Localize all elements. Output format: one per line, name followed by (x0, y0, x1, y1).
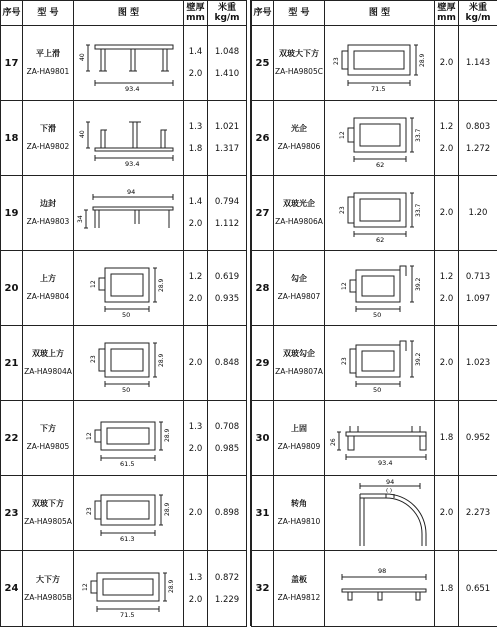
dim-width: 94 (127, 188, 135, 196)
thickness-value: 1.3 (184, 416, 207, 438)
model-name: 双玻上方 (23, 345, 73, 363)
profile-figure (325, 251, 435, 326)
table-row (252, 551, 497, 627)
row-number: 30 (252, 401, 274, 476)
profile-figure (74, 326, 184, 401)
dim-width: 50 (122, 311, 130, 318)
profile-drawing-slide-top (75, 33, 183, 93)
weight-value: 1.317 (208, 138, 246, 160)
profile-figure (74, 401, 184, 476)
dim-height: 40 (79, 130, 86, 138)
profile-drawing-double-glass-hook-stile (326, 333, 434, 393)
profile-figure (325, 401, 435, 476)
model-code: ZA-HA9809 (274, 438, 324, 456)
weight-cell (208, 101, 247, 176)
thickness-cell (184, 101, 208, 176)
model-code: ZA-HA9810 (274, 513, 324, 531)
model-cell (23, 551, 74, 627)
model-name: 大下方 (23, 571, 73, 589)
weight-value: 0.708 (208, 416, 246, 438)
profile-drawing-smooth-stile (326, 108, 434, 168)
weight-value: 1.112 (208, 213, 246, 235)
model-cell (274, 326, 325, 401)
header-weight-unit: kg/m (214, 13, 239, 23)
thickness-cell (184, 251, 208, 326)
dim-width: 71.5 (120, 611, 134, 619)
weight-cell (208, 176, 247, 251)
model-code: ZA-HA9807 (274, 288, 324, 306)
model-name: 转角 (274, 495, 324, 513)
model-code: ZA-HA9803 (23, 213, 73, 231)
thickness-cell (435, 26, 459, 101)
model-name: 双玻下方 (23, 495, 73, 513)
weight-cell (459, 401, 497, 476)
profile-figure (74, 476, 184, 551)
weight-cell (208, 401, 247, 476)
row-number: 23 (1, 476, 23, 551)
dim-depth: 39.2 (415, 352, 422, 366)
dim-depth: 33.7 (415, 128, 422, 142)
table-row (252, 401, 497, 476)
profile-figure (325, 551, 435, 627)
header-weight (459, 1, 497, 26)
model-cell (274, 26, 325, 101)
row-number: 24 (1, 551, 23, 627)
thickness-value: 2.0 (184, 288, 207, 310)
thickness-value: 2.0 (184, 438, 207, 460)
thickness-value: 2.0 (184, 502, 207, 524)
model-code: ZA-HA9805B (23, 589, 73, 607)
weight-cell (459, 476, 497, 551)
thickness-value: 2.0 (184, 213, 207, 235)
thickness-value: 1.2 (435, 116, 458, 138)
header-weight-label: 米重 (218, 3, 236, 13)
dim-depth: 28.9 (164, 428, 171, 442)
profile-drawing-slide-bottom (75, 108, 183, 168)
model-cell (274, 101, 325, 176)
profile-figure (325, 326, 435, 401)
weight-cell (208, 251, 247, 326)
model-cell (23, 176, 74, 251)
thickness-cell (435, 326, 459, 401)
thickness-value: 2.0 (435, 352, 458, 374)
thickness-value: 2.0 (435, 202, 458, 224)
dim-height: 26 (330, 438, 337, 446)
weight-value: 0.803 (459, 116, 497, 138)
model-cell (274, 476, 325, 551)
model-name: 双玻光企 (274, 195, 324, 213)
table-row (1, 176, 247, 251)
model-code: ZA-HA9806 (274, 138, 324, 156)
table-row (252, 176, 497, 251)
dim-height: 23 (341, 357, 348, 365)
dim-width: 50 (373, 311, 381, 318)
header-model: 型 号 (23, 1, 74, 26)
table-row (1, 101, 247, 176)
header-thickness (184, 1, 208, 26)
profile-figure (74, 101, 184, 176)
profile-drawing-double-glass-top-rail (75, 333, 183, 393)
dim-width: 94 (386, 478, 394, 486)
row-number: 29 (252, 326, 274, 401)
row-number: 31 (252, 476, 274, 551)
model-name: 下滑 (23, 120, 73, 138)
weight-value: 1.229 (208, 589, 246, 611)
thickness-value: 2.0 (435, 288, 458, 310)
thickness-value: 1.2 (184, 266, 207, 288)
model-cell (23, 326, 74, 401)
weight-value: 0.872 (208, 567, 246, 589)
thickness-value: 1.4 (184, 41, 207, 63)
thickness-value: 2.0 (184, 63, 207, 85)
dim-height: 12 (341, 282, 348, 290)
dim-depth: 39.2 (415, 277, 422, 291)
row-number: 18 (1, 101, 23, 176)
profile-figure (74, 176, 184, 251)
weight-value: 0.713 (459, 266, 497, 288)
model-code: ZA-HA9801 (23, 63, 73, 81)
thickness-cell (435, 251, 459, 326)
model-cell (23, 251, 74, 326)
model-cell (23, 26, 74, 101)
weight-cell (208, 26, 247, 101)
dim-width: 93.4 (378, 459, 392, 467)
profile-figure (74, 251, 184, 326)
dim-depth: 28.9 (419, 53, 426, 67)
dim-width: 62 (376, 161, 384, 168)
thickness-value: 1.2 (435, 266, 458, 288)
weight-value: 1.048 (208, 41, 246, 63)
weight-cell (459, 26, 497, 101)
model-name: 盖板 (274, 571, 324, 589)
profile-drawing-double-glass-bottom-rail (75, 483, 183, 543)
dim-height: 12 (339, 131, 346, 139)
profile-figure (74, 551, 184, 627)
header-thickness-label: 壁厚 (186, 3, 204, 13)
row-number: 25 (252, 26, 274, 101)
dim-depth: 28.9 (158, 353, 165, 367)
profile-drawing-double-glass-large-bottom-rail (326, 33, 434, 93)
dim-height: 12 (86, 432, 93, 440)
model-cell (274, 401, 325, 476)
profile-drawing-side-seal (75, 183, 183, 243)
model-name: 上固 (274, 420, 324, 438)
weight-value: 0.952 (459, 427, 497, 449)
table-header (1, 1, 247, 26)
header-thickness-unit: mm (437, 13, 456, 23)
weight-value: 0.898 (208, 502, 246, 524)
dim-height: 34 (77, 215, 84, 223)
header-no: 序号 (252, 1, 274, 26)
dim-width: 61.5 (120, 460, 134, 468)
thickness-cell (435, 101, 459, 176)
weight-value: 0.651 (459, 578, 497, 600)
model-name: 光企 (274, 120, 324, 138)
profile-drawing-corner (326, 478, 434, 548)
header-thickness-label: 壁厚 (437, 3, 455, 13)
table-row (1, 326, 247, 401)
profile-drawing-bottom-rail (75, 408, 183, 468)
weight-value: 1.20 (459, 202, 497, 224)
weight-value: 2.273 (459, 502, 497, 524)
table-row (1, 251, 247, 326)
header-weight-unit: kg/m (465, 13, 490, 23)
model-cell (23, 101, 74, 176)
dim-height: 23 (90, 355, 97, 363)
model-code: ZA-HA9804 (23, 288, 73, 306)
header-no: 序号 (1, 1, 23, 26)
thickness-cell (184, 176, 208, 251)
weight-cell (459, 551, 497, 627)
header-figure: 图 型 (325, 1, 435, 26)
dim-height: 23 (86, 507, 93, 515)
thickness-value: 2.0 (435, 52, 458, 74)
model-name: 双玻大下方 (274, 45, 324, 63)
header-thickness-unit: mm (186, 13, 205, 23)
thickness-value: 1.8 (435, 578, 458, 600)
row-number: 27 (252, 176, 274, 251)
dim-width: 93.4 (125, 160, 139, 168)
weight-value: 1.272 (459, 138, 497, 160)
thickness-cell (435, 551, 459, 627)
dim-height: 12 (82, 583, 89, 591)
profile-figure (325, 476, 435, 551)
weight-value: 0.935 (208, 288, 246, 310)
model-name: 平上滑 (23, 45, 73, 63)
dim-height: 40 (79, 53, 86, 61)
dim-note: ( ) (386, 488, 392, 494)
profile-drawing-top-fixed (326, 408, 434, 468)
thickness-cell (184, 401, 208, 476)
row-number: 28 (252, 251, 274, 326)
thickness-value: 2.0 (435, 138, 458, 160)
row-number: 17 (1, 26, 23, 101)
weight-value: 1.410 (208, 63, 246, 85)
model-name: 边封 (23, 195, 73, 213)
model-code: ZA-HA9812 (274, 589, 324, 607)
row-number: 19 (1, 176, 23, 251)
dim-depth: 28.9 (168, 579, 175, 593)
thickness-value: 1.3 (184, 567, 207, 589)
dim-width: 71.5 (371, 85, 385, 93)
dim-width: 61.3 (120, 535, 134, 543)
model-code: ZA-HA9805A (23, 513, 73, 531)
row-number: 32 (252, 551, 274, 627)
profile-drawing-top-rail (75, 258, 183, 318)
dim-depth: 28.9 (164, 502, 171, 516)
weight-value: 0.985 (208, 438, 246, 460)
model-name: 双玻勾企 (274, 345, 324, 363)
table-row (252, 101, 497, 176)
thickness-cell (184, 551, 208, 627)
dim-depth: 33.7 (415, 203, 422, 217)
weight-cell (459, 326, 497, 401)
profile-drawing-cover-plate (326, 559, 434, 619)
profile-drawing-double-glass-smooth-stile (326, 183, 434, 243)
dim-depth: 28.9 (158, 278, 165, 292)
dim-width: 50 (373, 386, 381, 393)
weight-cell (459, 176, 497, 251)
table-row (1, 551, 247, 627)
thickness-value: 1.8 (184, 138, 207, 160)
header-weight-label: 米重 (469, 3, 487, 13)
row-number: 22 (1, 401, 23, 476)
model-cell (274, 176, 325, 251)
model-code: ZA-HA9805C (274, 63, 324, 81)
dim-width: 50 (122, 386, 130, 393)
model-code: ZA-HA9805 (23, 438, 73, 456)
thickness-cell (435, 401, 459, 476)
dim-height: 12 (90, 280, 97, 288)
table-row (1, 476, 247, 551)
thickness-cell (184, 476, 208, 551)
thickness-value: 1.3 (184, 116, 207, 138)
table-row (252, 251, 497, 326)
model-cell (274, 551, 325, 627)
model-code: ZA-HA9807A (274, 363, 324, 381)
row-number: 21 (1, 326, 23, 401)
model-cell (23, 401, 74, 476)
model-name: 勾企 (274, 270, 324, 288)
profile-drawing-hook-stile (326, 258, 434, 318)
header-thickness (435, 1, 459, 26)
model-code: ZA-HA9804A (23, 363, 73, 381)
header-figure: 图 型 (74, 1, 184, 26)
weight-value: 0.848 (208, 352, 246, 374)
dim-height: 23 (339, 206, 346, 214)
table-row (1, 26, 247, 101)
weight-cell (208, 326, 247, 401)
weight-cell (459, 101, 497, 176)
profile-figure (325, 26, 435, 101)
thickness-value: 2.0 (435, 502, 458, 524)
profile-figure (325, 176, 435, 251)
model-code: ZA-HA9802 (23, 138, 73, 156)
model-cell (23, 476, 74, 551)
catalog-right-table (251, 0, 497, 626)
model-name: 上方 (23, 270, 73, 288)
thickness-cell (435, 176, 459, 251)
row-number: 20 (1, 251, 23, 326)
dim-height: 23 (333, 57, 340, 65)
header-weight (208, 1, 247, 26)
weight-cell (459, 251, 497, 326)
weight-value: 1.021 (208, 116, 246, 138)
table-row (252, 326, 497, 401)
table-row (252, 476, 497, 551)
table-row (1, 401, 247, 476)
weight-value: 0.794 (208, 191, 246, 213)
profile-figure (74, 26, 184, 101)
weight-cell (208, 551, 247, 627)
thickness-cell (184, 326, 208, 401)
table-header (252, 1, 497, 26)
weight-value: 1.143 (459, 52, 497, 74)
model-name: 下方 (23, 420, 73, 438)
profile-drawing-large-bottom-rail (75, 559, 183, 619)
dim-width: 98 (378, 567, 386, 575)
thickness-cell (435, 476, 459, 551)
thickness-value: 2.0 (184, 352, 207, 374)
dim-width: 62 (376, 236, 384, 243)
thickness-cell (184, 26, 208, 101)
thickness-value: 2.0 (184, 589, 207, 611)
weight-value: 1.097 (459, 288, 497, 310)
profile-figure (325, 101, 435, 176)
weight-cell (208, 476, 247, 551)
row-number: 26 (252, 101, 274, 176)
thickness-value: 1.8 (435, 427, 458, 449)
weight-value: 1.023 (459, 352, 497, 374)
dim-width: 93.4 (125, 85, 139, 93)
catalog-left-table (0, 0, 246, 626)
weight-value: 0.619 (208, 266, 246, 288)
model-code: ZA-HA9806A (274, 213, 324, 231)
header-model: 型 号 (274, 1, 325, 26)
thickness-value: 1.4 (184, 191, 207, 213)
model-cell (274, 251, 325, 326)
table-row (252, 26, 497, 101)
